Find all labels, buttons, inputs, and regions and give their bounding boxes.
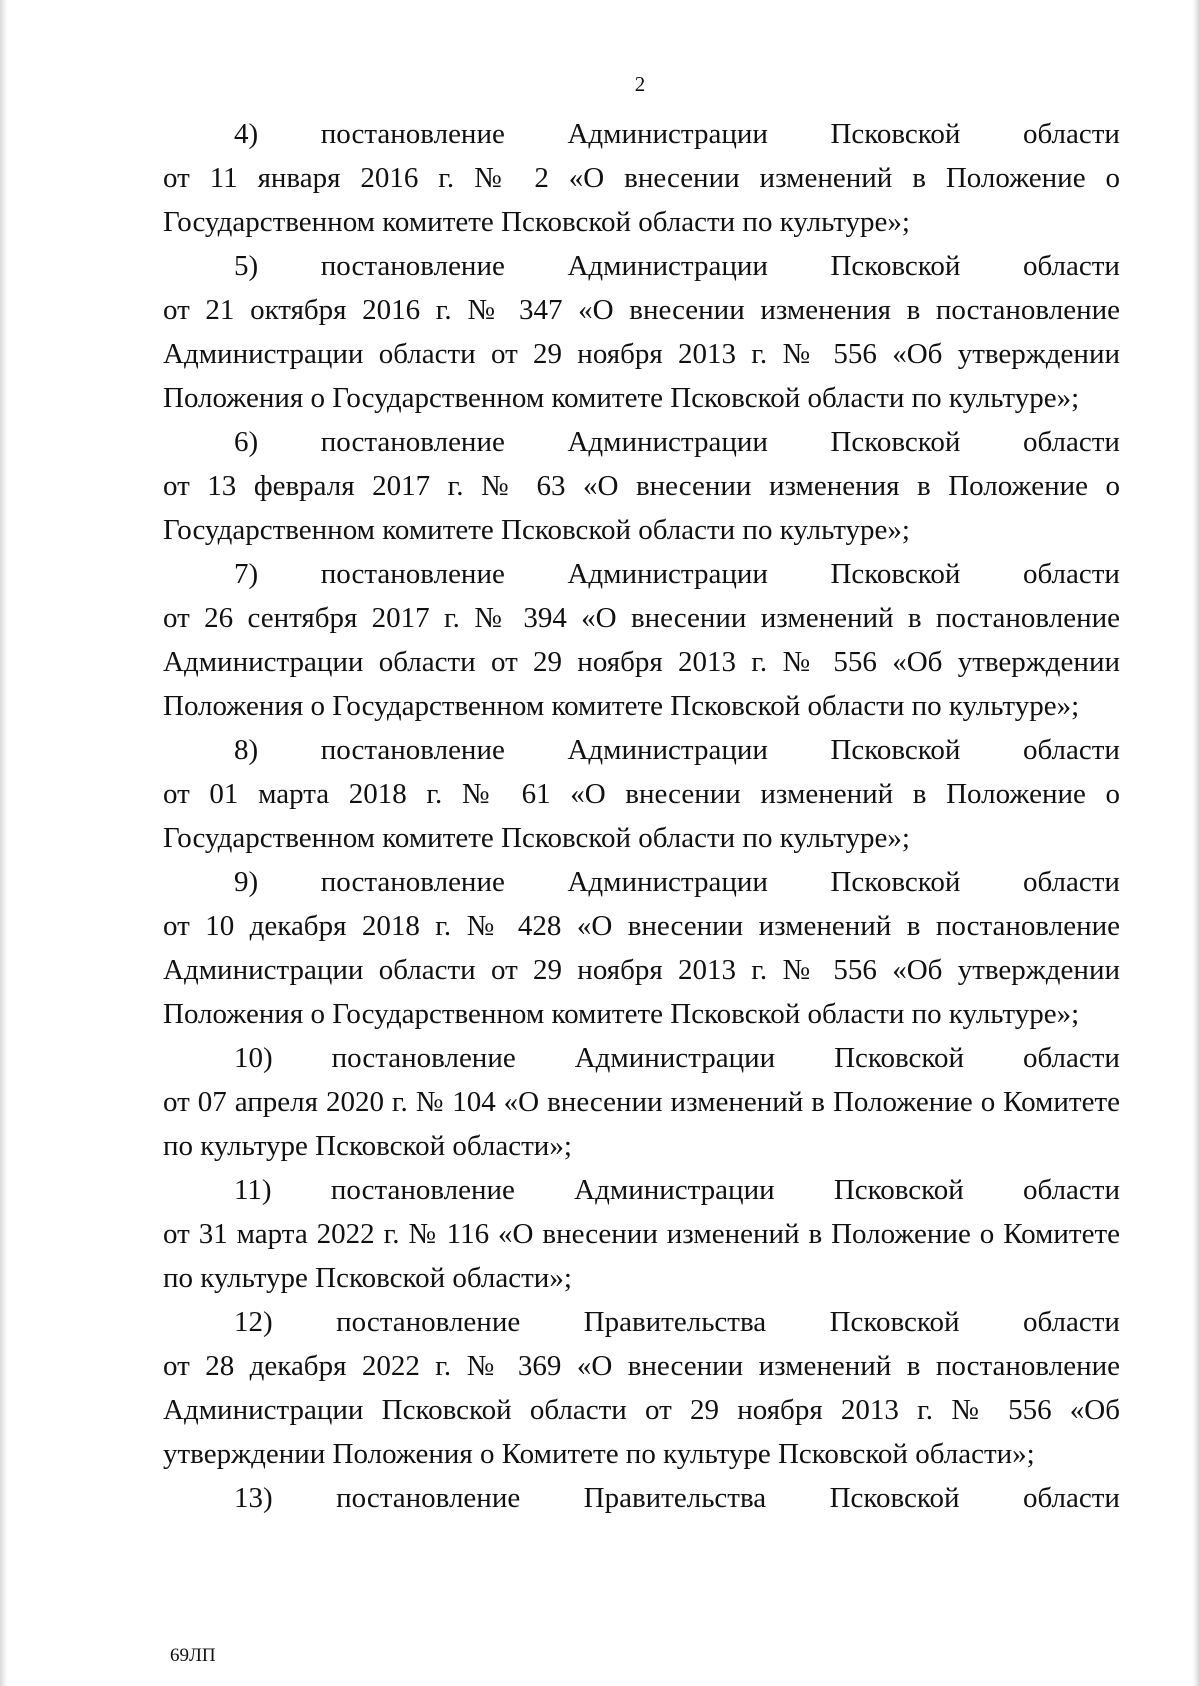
list-item-word: 10) xyxy=(234,1042,273,1074)
list-item-word: области xyxy=(1023,734,1120,766)
list-item xyxy=(163,552,1120,728)
list-item-first-line xyxy=(163,552,1120,596)
list-item-word: области xyxy=(1023,1174,1120,1206)
list-item-first-line xyxy=(163,244,1120,288)
scan-edge-left xyxy=(0,0,8,1686)
list-item xyxy=(163,1168,1120,1300)
list-item-word: Псковской xyxy=(830,866,961,898)
list-item-word: 8) xyxy=(234,734,259,766)
document-code: 69ЛП xyxy=(170,1645,216,1666)
list-item-word: области xyxy=(1023,250,1120,282)
list-item-word: Администрации xyxy=(574,1174,775,1206)
list-item-word: Псковской xyxy=(830,118,961,150)
list-item-word: постановление xyxy=(320,426,505,458)
list-item-text: от 01 марта 2018 г. № 61 «О внесении изменений в Положение о Государственном комитете Псковской области по культуре»; xyxy=(163,778,1120,854)
list-item-word: Псковской xyxy=(830,426,961,458)
list-item-first-line xyxy=(163,112,1120,156)
list-item-word: постановление xyxy=(330,1174,515,1206)
list-item-word: 11) xyxy=(234,1174,272,1206)
list-item-first-line xyxy=(163,420,1120,464)
list-item-word: Администрации xyxy=(567,558,768,590)
list-item-first-line xyxy=(163,1168,1120,1212)
document-body xyxy=(163,112,1120,1520)
list-item-text: от 10 декабря 2018 г. № 428 «О внесении изменений в постановление Администрации области от 29 ноября 2013 г. № 556 «Об утверждении Положения о Государственном комитете Псковской области по культуре»; xyxy=(163,910,1120,1030)
list-item-word: области xyxy=(1023,558,1120,590)
list-item-word: постановление xyxy=(331,1042,516,1074)
list-item-text: от 11 января 2016 г. № 2 «О внесении изменений в Положение о Государственном комитете Псковской области по культуре»; xyxy=(163,162,1120,238)
list-item xyxy=(163,1300,1120,1476)
list-item xyxy=(163,1476,1120,1520)
list-item-word: области xyxy=(1023,866,1120,898)
list-item-text: от 26 сентября 2017 г. № 394 «О внесении изменений в постановление Администрации области от 29 ноября 2013 г. № 556 «Об утверждении Положения о Государственном комитете Псковской области по культуре»; xyxy=(163,602,1120,722)
list-item-first-line xyxy=(163,1300,1120,1344)
list-item-word: Псковской xyxy=(830,734,961,766)
list-item-word: постановление xyxy=(320,250,505,282)
list-item-word: постановление xyxy=(320,118,505,150)
list-item-text: от 31 марта 2022 г. № 116 «О внесении изменений в Положение о Комитете по культуре Псковской области»; xyxy=(163,1218,1120,1294)
list-item-word: Псковской xyxy=(830,558,961,590)
page-number: 2 xyxy=(634,72,646,96)
list-item-word: Администрации xyxy=(567,734,768,766)
list-item-first-line xyxy=(163,1476,1120,1520)
list-item-word: Псковской xyxy=(829,1306,960,1338)
list-item-word: области xyxy=(1023,1482,1120,1514)
list-item-word: постановление xyxy=(320,734,505,766)
list-item-word: 5) xyxy=(234,250,259,282)
list-item-first-line xyxy=(163,1036,1120,1080)
list-item-word: 13) xyxy=(234,1482,273,1514)
list-item-word: Псковской xyxy=(830,250,961,282)
list-item-word: 7) xyxy=(234,558,259,590)
list-item-word: Правительства xyxy=(583,1482,767,1514)
list-item-word: Администрации xyxy=(567,118,768,150)
list-item-word: постановление xyxy=(336,1306,521,1338)
list-item-first-line xyxy=(163,860,1120,904)
list-item-word: области xyxy=(1023,1306,1120,1338)
list-item xyxy=(163,112,1120,244)
list-item-word: Псковской xyxy=(829,1482,960,1514)
scan-edge-right xyxy=(1192,0,1200,1686)
list-item-word: 12) xyxy=(234,1306,273,1338)
list-item-text: от 21 октября 2016 г. № 347 «О внесении изменения в постановление Администрации области от 29 ноября 2013 г. № 556 «Об утверждении Положения о Государственном комитете Псковской области по культуре»; xyxy=(163,294,1120,414)
list-item-word: постановление xyxy=(336,1482,521,1514)
list-item-word: 4) xyxy=(234,118,259,150)
list-item-word: Администрации xyxy=(567,426,768,458)
list-item-word: Правительства xyxy=(583,1306,767,1338)
list-item xyxy=(163,244,1120,420)
list-item-word: Администрации xyxy=(567,866,768,898)
list-item-word: Администрации xyxy=(567,250,768,282)
list-item-word: Псковской xyxy=(834,1042,965,1074)
list-item xyxy=(163,860,1120,1036)
list-item-word: области xyxy=(1023,1042,1120,1074)
list-item-word: постановление xyxy=(320,866,505,898)
list-item-word: области xyxy=(1023,118,1120,150)
list-item-word: Псковской xyxy=(833,1174,964,1206)
list-item-first-line xyxy=(163,728,1120,772)
list-item-word: Администрации xyxy=(574,1042,776,1074)
list-item xyxy=(163,420,1120,552)
list-item-text: от 07 апреля 2020 г. № 104 «О внесении изменений в Положение о Комитете по культуре Псковской области»; xyxy=(163,1086,1120,1162)
list-item xyxy=(163,728,1120,860)
list-item-word: постановление xyxy=(320,558,505,590)
list-item-word: 9) xyxy=(234,866,259,898)
list-item xyxy=(163,1036,1120,1168)
list-item-word: 6) xyxy=(234,426,259,458)
list-item-text: от 13 февраля 2017 г. № 63 «О внесении изменения в Положение о Государственном комитете Псковской области по культуре»; xyxy=(163,470,1120,546)
list-item-text: от 28 декабря 2022 г. № 369 «О внесении изменений в постановление Администрации Псковской области от 29 ноября 2013 г. № 556 «Об утверждении Положения о Комитете по культуре Псковской области»; xyxy=(163,1350,1120,1470)
list-item-word: области xyxy=(1023,426,1120,458)
